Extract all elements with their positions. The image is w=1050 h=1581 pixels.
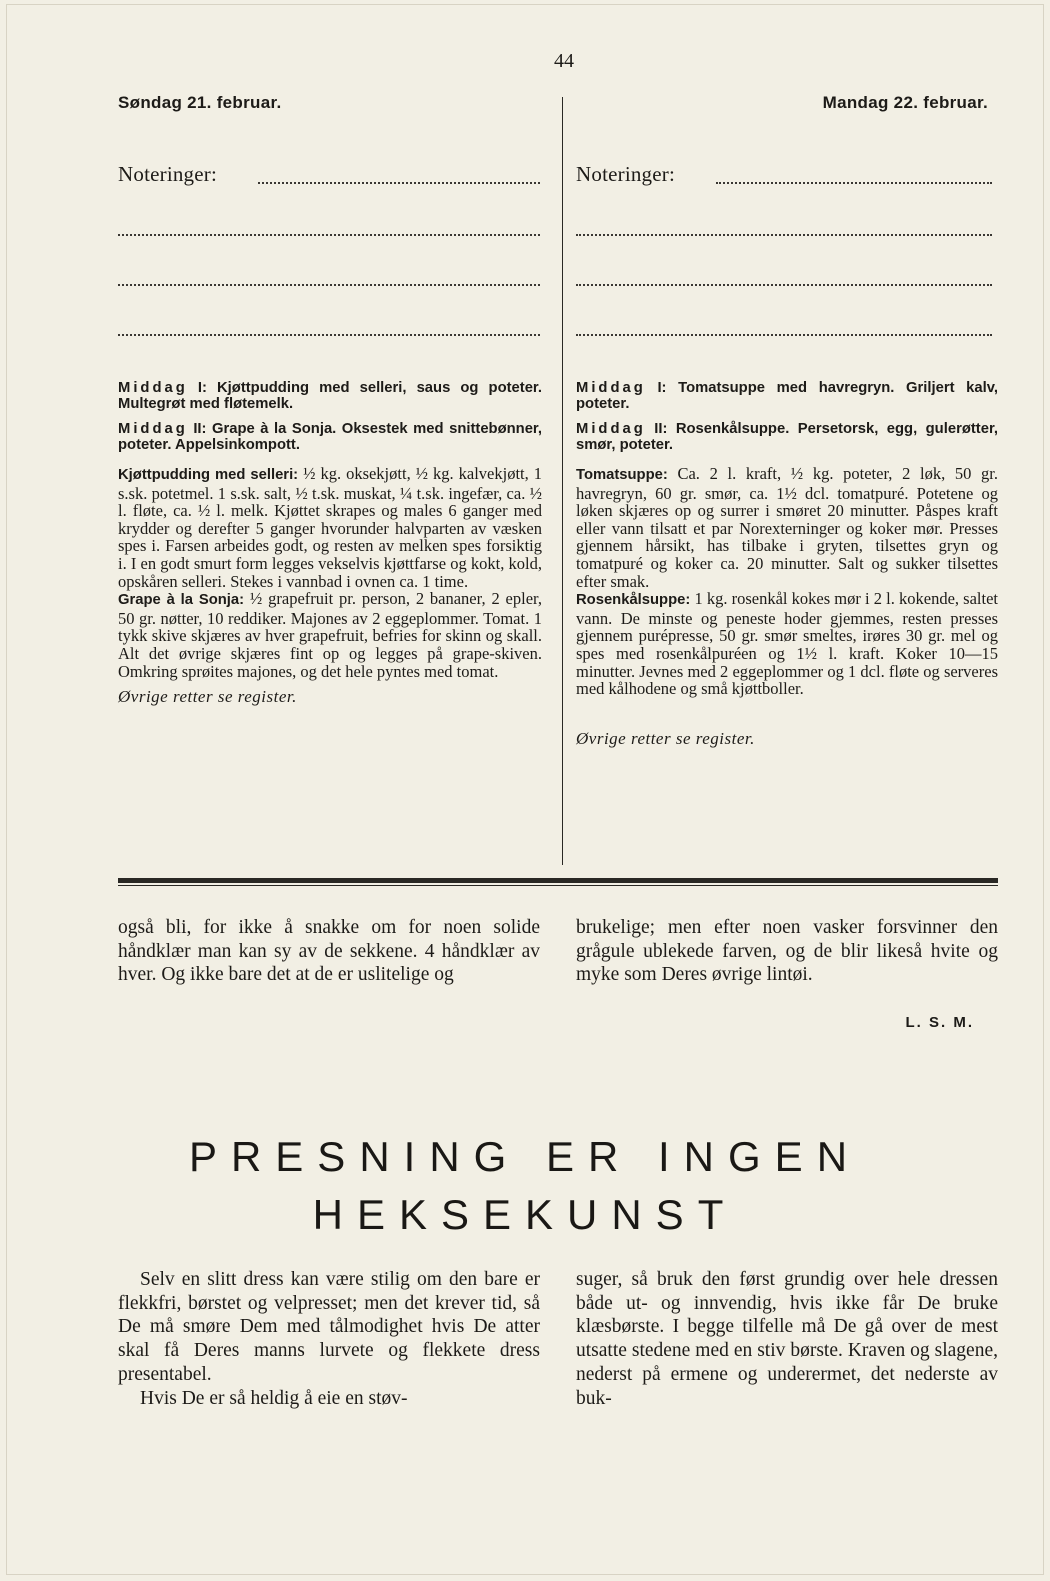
right-notes-line-3 <box>576 284 992 286</box>
left-middag-1: Middag I: Kjøttpudding med selleri, saus og poteter. Multegrøt med fløtemelk. <box>118 380 542 412</box>
left-notes-label: Noteringer: <box>118 162 217 186</box>
pressing-article-right <box>576 1268 998 1410</box>
towel-article-left <box>118 916 540 987</box>
left-recipe-1: Kjøttpudding med selleri: ½ kg. oksekjøtt, ½ kg. kalvekjøtt, 1 s.sk. potetmel. 1 s.sk. salt, ½ t.sk. muskat, ¼ t.sk. ingefær, ca. ½ l. fløte, ca. ½ l. melk. Kjøttet skrapes og males 6 ganger med krydder og derefter 5 ganger hvorunder halvparten av væsken spes i. Farsen arbeides godt, og resten av melken spes forsiktig i. I en godt smurt form legges vekselvis kjøttfarse og kokt, kold, opskåren selleri. Stekes i vannbad i ovnen ca. 1 time. <box>118 464 542 591</box>
left-notes-line-1 <box>258 182 540 184</box>
pressing-article-left-para-2: Hvis De er så heldig å eie en støv- <box>140 1387 408 1409</box>
left-middag-2: Middag II: Grape à la Sonja. Oksestek med snittebønner, poteter. Appelsinkompott. <box>118 421 542 453</box>
right-day-title: Mandag 22. februar. <box>822 93 988 112</box>
pressing-article-left-para-1: Selv en slitt dress kan være stilig om den bare er flekkfri, børstet og velpresset; men det krever tid, så De må smøre Dem med tålmodighet hvis De atter skal få Deres manns lurvete og flekkete dress presentabel. <box>118 1269 540 1385</box>
right-menu-column <box>576 380 998 747</box>
article-title-line-1: PRESNING ER INGEN <box>188 1133 862 1180</box>
section-rule-thin <box>118 885 998 886</box>
towel-article-right-text: brukelige; men efter noen vasker forsvinner den grågule ublekede farven, og de blir likeså hvite og myke som Deres øvrige lintøi. <box>576 917 998 986</box>
left-notes-line-2 <box>118 234 540 236</box>
right-notes-line-4 <box>576 334 992 336</box>
right-recipe-2: Rosenkålsuppe: 1 kg. rosenkål kokes mør i 2 l. kokende, saltet vann. De minste og peneste hoder gjemmes, resten presses gjennem purépresse, 50 gr. smør smeltes, irøres 30 gr. mel og spes med rosenkålpuréen og 1½ l. kraft. Koker 10—15 minutter. Jevnes med 2 eggeplommer og 1 dcl. fløte og serveres med kålhodene og små kjøttboller. <box>576 589 998 699</box>
right-middag-1: Middag I: Tomatsuppe med havregryn. Griljert kalv, poteter. <box>576 380 998 412</box>
right-notes-line-1 <box>716 182 992 184</box>
pressing-article-left <box>118 1268 540 1410</box>
left-notes-line-4 <box>118 334 540 336</box>
section-rule <box>118 878 998 883</box>
right-register-note: Øvrige retter se register. <box>576 728 755 748</box>
left-menu-column <box>118 380 542 706</box>
right-notes-line-2 <box>576 234 992 236</box>
left-day-title: Søndag 21. februar. <box>118 93 282 112</box>
towel-article-left-text: også bli, for ikke å snakke om for noen solide håndklær man kan sy av de sekkene. 4 håndklær av hver. Og ikke bare det at de er uslitelige og <box>118 917 540 986</box>
left-notes-line-3 <box>118 284 540 286</box>
article-title-line-2: HEKSEKUNST <box>312 1191 738 1238</box>
left-recipe-2: Grape à la Sonja: ½ grapefruit pr. person, 2 bananer, 2 epler, 50 gr. nøtter, 10 reddiker. Majones av 2 eggeplommer. Tomat. 1 tykk skive skjæres av hver grapefruit, befries for skinn og skall. Alt det øvrige skjæres fint op og legges på grape-skiven. Omkring sprøites majones, og det hele pyntes med tomat. <box>118 589 542 681</box>
page-number: 44 <box>554 50 574 72</box>
right-notes-label: Noteringer: <box>576 162 675 186</box>
right-middag-2: Middag II: Rosenkålsuppe. Persetorsk, egg, gulerøtter, smør, poteter. <box>576 421 998 453</box>
signature: L. S. M. <box>905 1014 974 1031</box>
right-recipe-1: Tomatsuppe: Ca. 2 l. kraft, ½ kg. poteter, 2 løk, 50 gr. havregryn, 60 gr. smør, ca. 1½ dcl. tomatpuré. Potetene og løken skjæres op og surrer i smøret 20 minutter. Påspes kraft eller vann tilsatt et par Norexterninger og koker mør. Presses gjennem hårsikt, has tilbake i gryten, tilsettes gryn og tomatpuré og koker ca. 20 minutter. Salt og sukker tilsettes efter smak. <box>576 464 998 591</box>
towel-article-right <box>576 916 998 987</box>
left-register-note: Øvrige retter se register. <box>118 687 297 707</box>
column-divider <box>562 97 563 865</box>
pressing-article-right-text: suger, så bruk den først grundig over hele dressen både ut- og innvendig, hvis ikke får De bruke klæsbørste. I begge tilfelle må De gå over de mest utsatte stedene med en stiv børste. Kraven og slagene, nederst på ermene og underermet, det nederste av buk- <box>576 1269 998 1409</box>
